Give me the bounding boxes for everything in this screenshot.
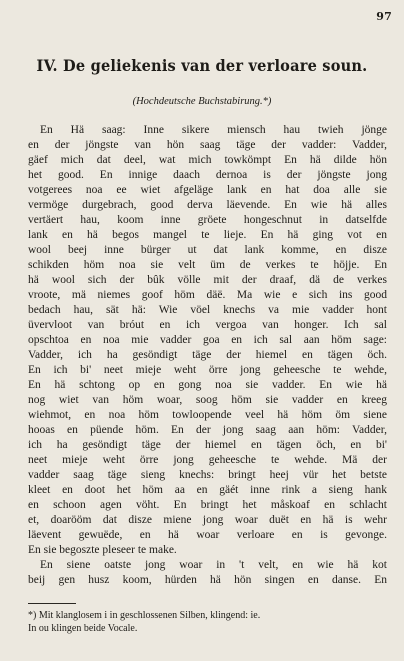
footnotes (28, 609, 260, 635)
footnote-line: *) Mit klanglosem i in geschlossenen Silben, klingend: ie. (28, 610, 261, 621)
footnote-line: In ou klingen beide Vocale. (28, 623, 138, 634)
page-number: 97 (376, 10, 392, 23)
text-line: kleet en doot het höm aa en gäét inne rink a sieng hank (28, 484, 387, 496)
text-line: gäef mich dat deel, wat mich towkömpt En hä dilde hön (28, 154, 387, 166)
text-line: En hä schtong op en gong noa sie vadder. En wie hä (28, 379, 387, 391)
text-line: et, doarööm dat disze miene jong woar duët en hä is wehr (28, 514, 387, 526)
body-text (28, 123, 387, 588)
text-line: votgerees noa ee wiet afgeläge lank en hat doa alle sie (28, 184, 387, 196)
text-line: bedach hau, sät hä: Wie vöel knechs va mie vadder hont (28, 304, 387, 316)
text-line: neet mieje weht örre jong geheesche te wehde. Mä der (28, 454, 387, 466)
text-line: vadder saag täge sieng knechs: bringt heej vür het betste (28, 469, 387, 481)
text-line: beij gen husz koom, hürden hä hön singen en danse. En (28, 574, 387, 586)
footnote-divider (28, 603, 76, 604)
text-line: En ich bi' neet mieje weht örre jong geheesche te wehde, (28, 364, 387, 376)
text-line: vermöge durgebrach, good derva läevende. En wie hä alles (28, 199, 387, 211)
text-line: opschtoa en noa mie vadder goa en ich sal aan höm sage: (28, 334, 387, 346)
text-line: üvervloot van bróut en ich vergoa van honger. Ich sal (28, 319, 387, 331)
text-line: schikden höm noa sie velt üm de verkes te höjje. En (28, 259, 387, 271)
text-line: en der jöngste van hön saag täge der vadder: Vadder, (28, 139, 387, 151)
text-line: En siene oatste jong woar in 't velt, en wie hä kot (40, 559, 387, 571)
text-line: hooas en püende höm. En der jong saag aan höm: Vadder, (28, 424, 387, 436)
text-line: En Hä saag: Inne sikere miensch hau twieh jönge (40, 124, 387, 136)
text-line: vertäert hau, koom inne gröete hongeschnut in datselfde (28, 214, 387, 226)
chapter-subtitle: (Hochdeutsche Buchstabirung.*) (132, 96, 272, 107)
text-line: En sie begoszte pleseer te make. (28, 544, 177, 556)
text-line: läevent gewuëde, en hä woar verloare en is gevonge. (28, 529, 387, 541)
text-line: het good. En innige daach dernoa is der jöngste jong (28, 169, 387, 181)
text-line: wiehmot, en noa höm towloopende veel hä höm öm siene (28, 409, 387, 421)
chapter-title: IV. De geliekenis van der verloare soun. (36, 56, 368, 75)
text-line: en schoon agen vöht. En bringt het måskoaf en schlacht (28, 499, 387, 511)
text-line: wool beej inne bürger ut dat lank komme, en disze (28, 244, 387, 256)
text-line: lank en hä begos mangel te lieje. En hä ging vot en (28, 229, 387, 241)
text-line: Vadder, ich ha gesöndigt täge der hiemel en tägen öch. (28, 349, 387, 361)
text-line: nog wiet van höm woar, soog höm sie vadder en kreeg (28, 394, 387, 406)
text-line: ich ha gesöndigt täge der hiemel en tägen öch, en bi' (28, 439, 387, 451)
text-line: hä wool sich der bûk völle mit der draaf, dä de verkes (28, 274, 387, 286)
text-line: vroote, mä niemes goof höm däë. Ma wie e sich ins good (28, 289, 387, 301)
